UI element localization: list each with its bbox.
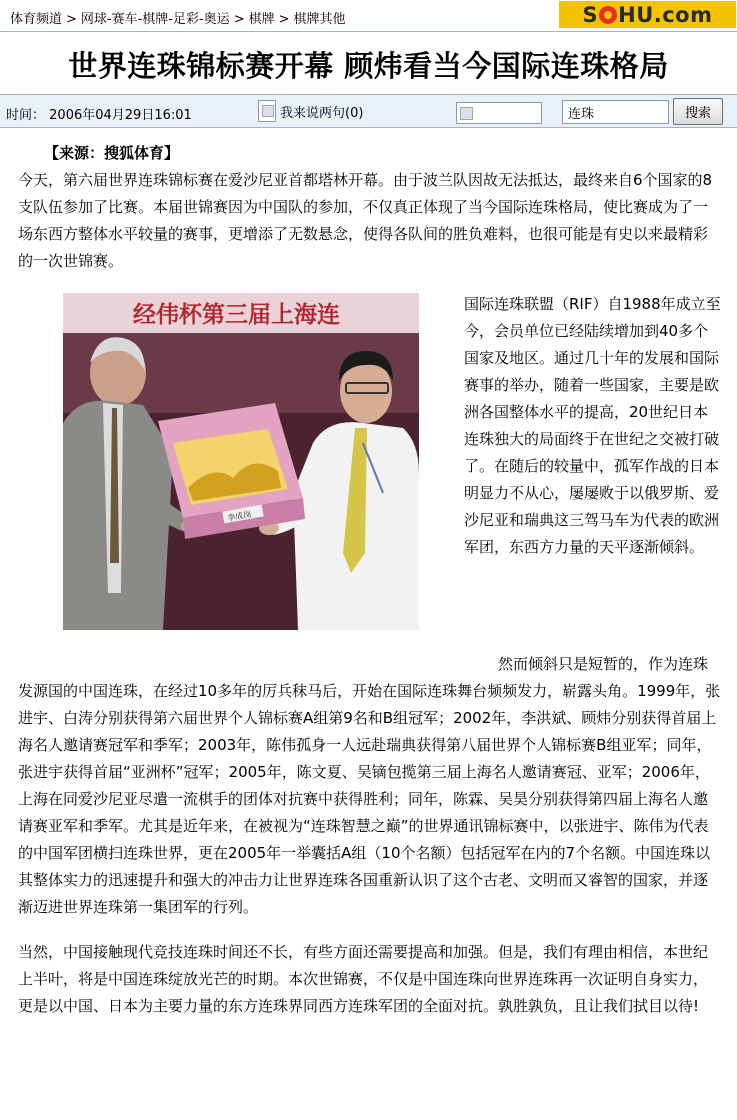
sohu-logo[interactable] (559, 1, 736, 28)
breadcrumb-separator: > (233, 12, 245, 27)
nameplate-text: 李成岗 (226, 509, 252, 523)
paragraph-4: 当然，中国接触现代竞技连珠时间还不长，有些方面还需要提高和加强。但是，我们有理由相信，本世纪上半叶，将是中国连珠绽放光芒的时期。本次世锦赛，不仅是中国连珠向世界连珠再一次证明自身实力，更是以中国、日本为主要力量的东方连珠界同西方连珠军团的全面对抗。孰胜孰负，且让我们拭目以待! (18, 943, 709, 1015)
comment-link[interactable] (258, 99, 363, 123)
article-source: 【来源：搜狐体育】 (44, 144, 180, 162)
article-title: 世界连珠锦标赛开幕 顾炜看当今国际连珠格局 (68, 49, 669, 83)
top-divider (0, 31, 737, 32)
logo-text-left: S (582, 2, 599, 27)
photo-container (18, 293, 464, 643)
top-bar (0, 0, 737, 32)
logo-o-icon (599, 6, 617, 24)
comment-link-label: 我来说两句(0) (280, 105, 364, 121)
breadcrumb-chess-other[interactable]: 棋牌其他 (293, 12, 346, 27)
broken-image-icon[interactable] (456, 102, 542, 124)
banner-text: 经伟杯第三届上海连 (133, 301, 340, 328)
breadcrumb-chess-cards[interactable]: 棋牌 (248, 12, 275, 27)
article-body (18, 140, 722, 1020)
time-label: 时间： (6, 108, 46, 123)
spacer (18, 921, 722, 939)
info-bar (0, 94, 737, 128)
breadcrumb-separator: > (66, 12, 77, 27)
search-button[interactable]: 搜索 (673, 98, 723, 125)
paragraph-1: 今天，第六届世界连珠锦标赛在爱沙尼亚首都塔林开幕。由于波兰队因故无法抵达，最终来自6个国家的8支队伍参加了比赛。本届世锦赛因为中国队的参加，不仅真正体现了当今国际连珠格局，使比赛成为了一场东西方整体水平较量的赛事，更增添了无数悬念，使得各队间的胜负难料，也很可能是有史以来最精彩的一次世锦赛。 (18, 171, 713, 270)
paragraph-3: 然而倾斜只是短暂的，作为连珠发源国的中国连珠，在经过10多年的厉兵秣马后，开始在国际连珠舞台频频发力，崭露头角。1999年，张进宇、白涛分别获得第六届世界个人锦标赛A组第9名和B组冠军；2002年，李洪斌、顾炜分别获得首届上海名人邀请赛冠军和季军；2003年，陈伟孤身一人远赴瑞典获得第八届世界个人锦标赛B组亚军；同年，张进宇获得首届“亚洲杯”冠军；2005年，陈文夏、吴镝包揽第三届上海名人邀请赛冠、亚军；2006年，上海在同爱沙尼亚尽遣一流棋手的团体对抗赛中获得胜利；同年，陈霖、吴昊分别获得第四届上海名人邀请赛亚军和季军。尤其是近年来，在被视为“连珠智慧之巅”的世界通讯锦标赛中，以张进宇、陈伟为代表的中国军团横扫连珠世界，更在2005年一举囊括A组（10个名额）包括冠军在内的7个名额。中国连珠以其整体实力的迅速提升和强大的冲击力让世界连珠各国重新认识了这个古老、文明而又睿智的国家，并逐渐迈进世界连珠第一集团军的行列。 (18, 655, 721, 916)
logo-text-right: HU.com (618, 2, 713, 27)
breadcrumb-tennis-racing[interactable]: 网球-赛车-棋牌-足彩-奥运 (80, 12, 230, 27)
breadcrumb-separator: > (278, 12, 290, 27)
spacer (18, 643, 722, 651)
time-value: 2006年04月29日16:01 (49, 108, 192, 123)
publish-time (6, 104, 192, 123)
broken-image-icon (258, 100, 276, 122)
breadcrumb (10, 8, 346, 27)
search-input[interactable] (562, 100, 669, 124)
award-photo (63, 293, 419, 630)
paragraph-2: 国际连珠联盟（RIF）自1988年成立至今，会员单位已经陆续增加到40多个国家及地区。通过几十年的发展和国际赛事的举办，随着一些国家，主要是欧洲各国整体水平的提高，20世纪日本连珠独大的局面终于在世纪之交被打破了。在随后的较量中，孤军作战的日本明显力不从心，屡屡败于以俄罗斯、爱沙尼亚和瑞典这三驾马车为代表的欧洲军团，东西方力量的天平逐渐倾斜。 (464, 295, 721, 556)
breadcrumb-sports[interactable]: 体育频道 (10, 12, 63, 27)
